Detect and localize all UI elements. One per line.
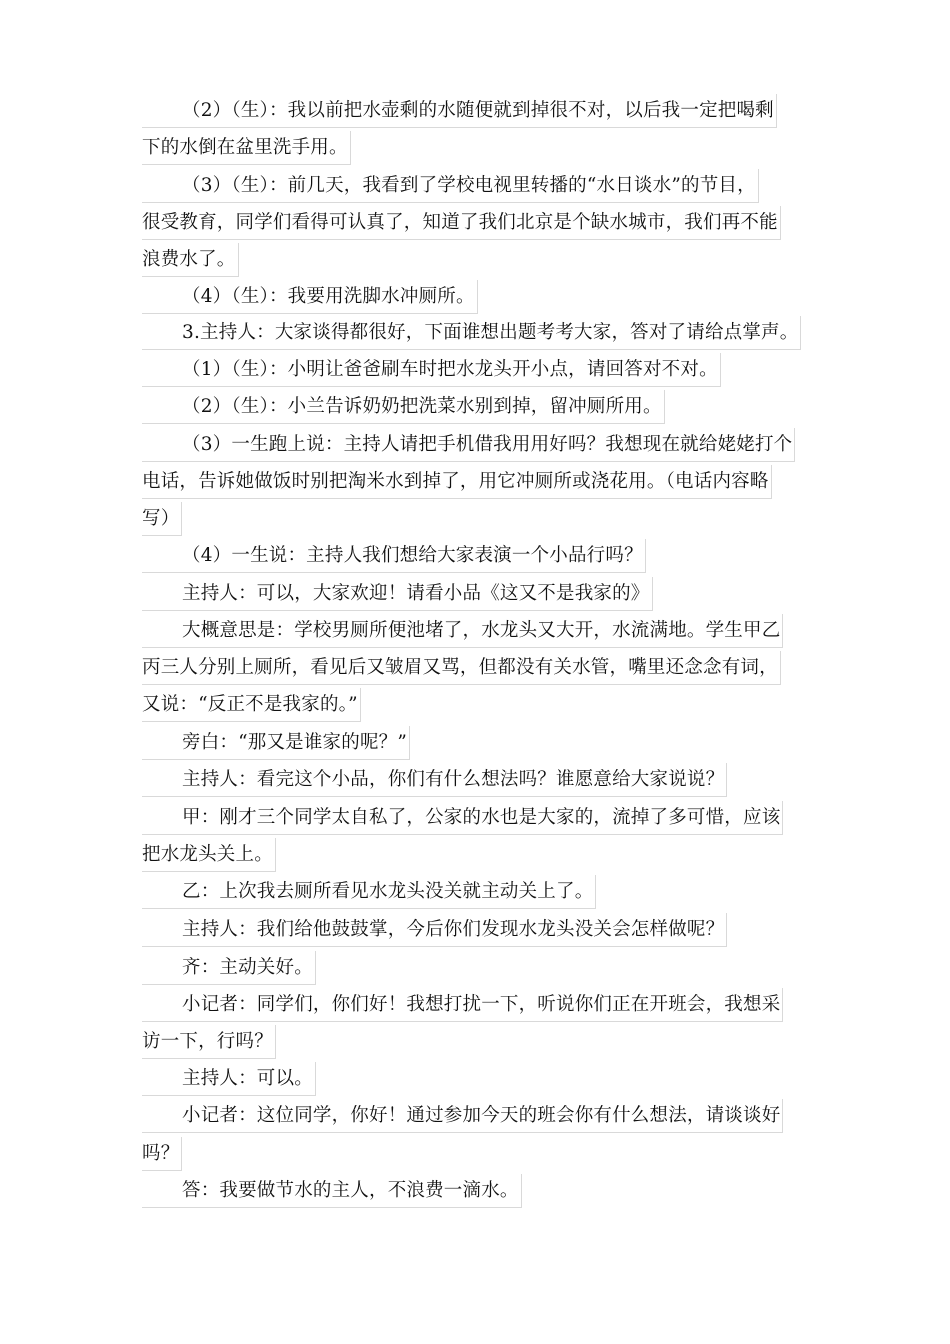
text-line: 主持人：我们给他鼓鼓掌，今后你们发现水龙头没关会怎样做呢？ <box>142 913 727 947</box>
text-line: 齐：主动关好。 <box>142 951 316 985</box>
text-line: 丙三人分别上厕所，看见后又皱眉又骂，但都没有关水管，嘴里还念念有词， <box>142 651 781 685</box>
text-line: （3）一生跑上说：主持人请把手机借我用用好吗？我想现在就给姥姥打个 <box>142 428 795 462</box>
text-line: 吗？ <box>142 1137 182 1171</box>
text-line: 主持人：可以。 <box>142 1062 316 1096</box>
text-line: （2）（生）：小兰告诉奶奶把洗菜水别到掉，留冲厕所用。 <box>142 390 665 424</box>
text-line: 乙：上次我去厕所看见水龙头没关就主动关上了。 <box>142 875 596 909</box>
text-line: 下的水倒在盆里洗手用。 <box>142 131 351 165</box>
text-line: 答：我要做节水的主人，不浪费一滴水。 <box>142 1174 522 1208</box>
text-line: （2）（生）：我以前把水壶剩的水随便就到掉很不对，以后我一定把喝剩 <box>142 94 777 128</box>
text-line: （3）（生）：前几天，我看到了学校电视里转播的“水日谈水”的节目， <box>142 169 759 203</box>
text-line: 把水龙头关上。 <box>142 838 276 872</box>
text-line: 写） <box>142 502 182 536</box>
text-line: 主持人：可以，大家欢迎！请看小品《这又不是我家的》 <box>142 577 653 611</box>
text-line: 旁白：“那又是谁家的呢？” <box>142 726 410 760</box>
text-line: 大概意思是：学校男厕所便池堵了，水龙头又大开，水流满地。学生甲乙 <box>142 614 783 648</box>
text-line: （1）（生）：小明让爸爸刷车时把水龙头开小点，请回答对不对。 <box>142 353 721 387</box>
text-line: 主持人：看完这个小品，你们有什么想法吗？谁愿意给大家说说？ <box>142 763 727 797</box>
text-line: 电话，告诉她做饭时别把淘米水到掉了，用它冲厕所或浇花用。（电话内容略 <box>142 465 772 499</box>
text-line: 甲：刚才三个同学太自私了，公家的水也是大家的，流掉了多可惜，应该 <box>142 801 783 835</box>
text-line: 很受教育，同学们看得可认真了，知道了我们北京是个缺水城市，我们再不能 <box>142 206 781 240</box>
text-line: 小记者：这位同学，你好！通过参加今天的班会你有什么想法，请谈谈好 <box>142 1099 783 1133</box>
text-line: 3.主持人：大家谈得都很好，下面谁想出题考考大家，答对了请给点掌声。 <box>142 316 801 350</box>
text-line: 访一下，行吗？ <box>142 1025 276 1059</box>
text-line: 浪费水了。 <box>142 243 239 277</box>
text-line: 小记者：同学们，你们好！我想打扰一下，听说你们正在开班会，我想采 <box>142 988 783 1022</box>
text-line: （4）一生说：主持人我们想给大家表演一个小品行吗？ <box>142 539 646 573</box>
text-line: （4）（生）：我要用洗脚水冲厕所。 <box>142 280 478 314</box>
text-line: 又说：“反正不是我家的。” <box>142 688 361 722</box>
